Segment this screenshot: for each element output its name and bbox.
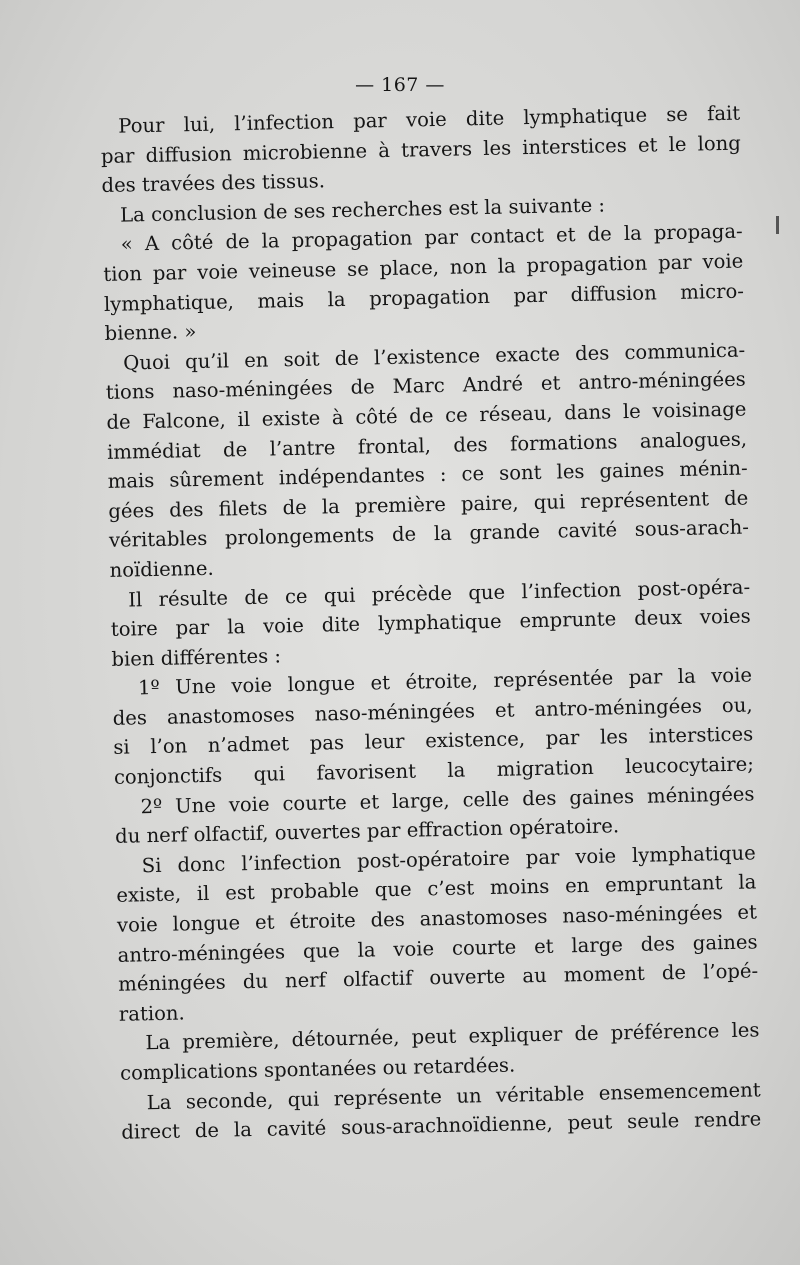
text-line: méningées du nerf olfactif ouverte au moment de l’opé- [118, 959, 759, 997]
text-line: bien différentes : [111, 644, 282, 671]
text-line: des anastomoses naso-méningées et antro-méningées ou, [112, 693, 753, 730]
text-line: véritables prolongements de la grande cavité sous-arach- [108, 515, 750, 553]
text-line: bienne. » [104, 320, 197, 346]
text-line: La seconde, qui représente un véritable ensemencement [146, 1077, 761, 1114]
text-line: ration. [118, 1001, 185, 1026]
text-line: La première, détournée, peut expliquer de préférence les [145, 1018, 760, 1055]
text-line: Quoi qu’il en soit de l’existence exacte des communica- [123, 338, 746, 375]
body-text [100, 99, 762, 1148]
text-line: par diffusion microbienne à travers les interstices et le long [100, 131, 742, 168]
text-line: tion par voie veineuse se place, non la propagation par voie [103, 249, 744, 286]
text-line: Il résulte de ce qui précède que l’infection post-opéra- [127, 574, 751, 612]
text-line: « A côté de la propagation par contact et de la propaga- [120, 219, 743, 256]
text-line: voie longue et étroite des anastomoses naso-méningées et [116, 900, 758, 937]
text-line: toire par la voie dite lymphatique emprunte deux voies [110, 604, 751, 641]
text-line: conjonctifs qui favorisent la migration leucocytaire; [113, 752, 755, 789]
text-line: antro-méningées que la voie courte et large des gaines [117, 930, 758, 967]
text-line: mais sûrement indépendantes : ce sont les gaines ménin- [107, 456, 748, 494]
text-line: immédiat de l’antre frontal, des formations analogues, [106, 427, 748, 464]
text-line: direct de la cavité sous-arachnoïdienne, peut seule rendre [121, 1107, 762, 1144]
text-line: noïdienne. [109, 556, 214, 582]
text-line: 1º Une voie longue et étroite, représentée par la voie [137, 663, 753, 700]
text-line: La conclusion de ses recherches est la suivante : [119, 193, 606, 227]
text-line: complications spontanées ou retardées. [119, 1053, 516, 1085]
page-number: — 167 — [355, 74, 445, 96]
text-line: Si donc l’infection post-opératoire par voie lymphatique [141, 841, 756, 878]
text-line: de Falcone, il existe à côté de ce réseau, dans le voisinage [106, 397, 747, 434]
text-line: si l’on n’admet pas leur existence, par les interstices [113, 722, 754, 760]
text-line: existe, il est probable que c’est moins en empruntant la [116, 870, 757, 908]
text-line: du nerf olfactif, ouvertes par effraction opératoire. [114, 814, 620, 849]
text-line: lymphatique, mais la propagation par diffusion micro- [103, 279, 745, 316]
margin-mark [776, 216, 779, 234]
text-line: Pour lui, l’infection par voie dite lymphatique se fait [118, 101, 741, 138]
text-line: des travées des tissus. [101, 169, 326, 198]
text-line: tions naso-méningées de Marc André et antro-méningées [105, 367, 746, 405]
text-line: 2º Une voie courte et large, celle des gaines méningées [140, 782, 755, 818]
text-line: gées des filets de la première paire, qui représentent de [108, 486, 749, 523]
